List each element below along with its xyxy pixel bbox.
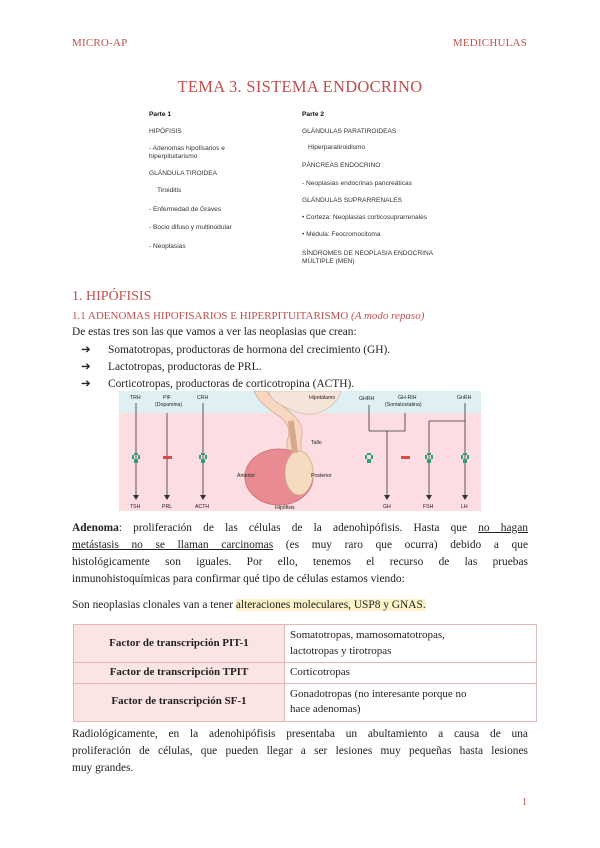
- toc-part2-title: Parte 2: [302, 111, 324, 118]
- value-line: Gonadotropas (no interesante porque no: [290, 687, 467, 700]
- label-tsh: TSH: [130, 504, 141, 510]
- label-gh: GH: [383, 504, 391, 510]
- page-number: 1: [522, 797, 527, 808]
- bullet-text: Somatotropas, productoras de hormona del crecimiento (GH).: [108, 344, 391, 356]
- arrow-icon: ➔: [81, 344, 91, 356]
- paragraph-line: [72, 520, 528, 537]
- toc-item: MÚLTIPLE (MEN): [302, 258, 355, 265]
- toc-item: HIPÓFISIS: [149, 128, 182, 135]
- paragraph-line: Radiológicamente, en la adenohipófisis presentaba un abultamiento a causa de una: [72, 728, 528, 740]
- label-dopamine: (Dopamina): [155, 402, 183, 408]
- paragraph-line: muy grandes.: [72, 762, 134, 774]
- toc-item: Hiperparatiroidismo: [308, 144, 366, 151]
- toc-item: PÁNCREAS ENDOCRINO: [302, 162, 381, 169]
- toc-part1: [149, 111, 289, 261]
- arrow-icon: ➔: [81, 378, 91, 390]
- underlined-text: metástasis no se llaman carcinomas: [72, 539, 274, 551]
- page-title: TEMA 3. SISTEMA ENDOCRINO: [177, 77, 423, 96]
- paragraph-line: inmunohistoquímicas para confirmar qué tipo de células estamos viendo:: [72, 573, 405, 585]
- toc-item: - Enfermedad de Graves: [149, 206, 222, 213]
- section-heading: 1. HIPÓFISIS: [72, 289, 152, 304]
- table-row: [74, 625, 537, 663]
- label-somatostatin: (Somatostatina): [385, 402, 422, 408]
- toc-item-text: Médula: Feocromocitoma: [306, 231, 381, 238]
- label-ghrh: GHRH: [359, 396, 375, 402]
- factor-cell: Factor de transcripción PIT-1: [74, 625, 285, 663]
- text-span: Son neoplasias clonales van a tener: [72, 599, 236, 611]
- toc-item: - Bocio difuso y multinodular: [149, 224, 232, 231]
- subsection-heading: [72, 310, 424, 322]
- label-crh: CRH: [197, 395, 209, 401]
- toc-item: • Médula: Feocromocitoma: [302, 231, 381, 238]
- intro-text: De estas tres son las que vamos a ver las neoplasias que crean:: [72, 326, 357, 338]
- paragraph-line: [72, 537, 528, 554]
- subsection-note: (A modo repaso): [351, 310, 425, 322]
- table-row: [74, 683, 537, 721]
- toc-item: - Neoplasias endocrinas pancreáticas: [302, 180, 412, 187]
- subsection-title: 1.1 ADENOMAS HIPOFISARIOS E HIPERPITUITARISMO: [72, 310, 349, 322]
- value-line: hace adenomas): [290, 703, 361, 715]
- table-row: [74, 663, 537, 684]
- stalk-core: [291, 421, 295, 453]
- text-span: : proliferación de las células de la adenohipófisis. Hasta que: [118, 522, 479, 534]
- paragraph-line: histológicamente son iguales. Por ello, tenemos el recurso de las pruebas: [72, 556, 528, 568]
- toc-item: hiperpituitarismo: [149, 153, 198, 160]
- paragraph-molecular: [72, 597, 528, 614]
- arrow-icon: ➔: [81, 361, 91, 373]
- toc-item: GLÁNDULAS PARATIROIDEAS: [302, 128, 397, 135]
- value-cell: Corticotropas: [285, 663, 537, 684]
- transcription-factor-table: [73, 624, 537, 722]
- minus-icon: [401, 456, 410, 459]
- label-lh: LH: [461, 504, 468, 510]
- label-pif: PIF: [163, 395, 172, 401]
- underlined-text: no hagan: [478, 522, 528, 534]
- text-span: (es muy raro que ocurra) debido a que: [273, 539, 528, 551]
- label-pituitary: Hipófisis: [275, 505, 295, 511]
- paragraph-line: proliferación de células, que pueden llegar a ser lesiones muy pequeñas hasta lesiones: [72, 745, 528, 757]
- toc-item-text: Corteza: Neoplasias corticosuprarrenales: [306, 214, 428, 221]
- bullet-item: [81, 359, 261, 376]
- label-anterior: Anterior: [237, 473, 256, 479]
- toc-item: - Adenomas hipofisarios e: [149, 145, 225, 152]
- toc-item: Tiroiditis: [157, 187, 182, 194]
- value-cell: [285, 625, 537, 663]
- label-gnrh: GnRH: [457, 395, 472, 401]
- bullet-text: Corticotropas, productoras de corticotropina (ACTH).: [108, 378, 355, 390]
- toc-item: SÍNDROMES DE NEOPLASIA ENDOCRINA: [302, 250, 434, 257]
- minus-icon: [163, 456, 172, 459]
- toc-part1-title: Parte 1: [149, 111, 171, 118]
- highlighted-text: alteraciones moleculares, USP8 y GNAS.: [235, 599, 426, 611]
- value-line: lactotropas y tirotropas: [290, 644, 392, 657]
- toc-part2: [302, 111, 462, 271]
- posterior-lobe-shape: [285, 451, 313, 495]
- header-left: MICRO-AP: [72, 37, 128, 49]
- pituitary-diagram: [119, 391, 481, 511]
- label-ghrih: GH-RIH: [398, 395, 417, 401]
- label-stalk: Tallo: [311, 440, 322, 446]
- label-trh: TRH: [130, 395, 141, 401]
- value-cell: [285, 683, 537, 721]
- value-line: Somatotropas, mamosomatotropas,: [290, 629, 445, 641]
- toc-item: GLÁNDULAS SUPRARRENALES: [302, 197, 403, 204]
- factor-cell: Factor de transcripción SF-1: [74, 683, 285, 721]
- term-adenoma: Adenoma: [72, 522, 119, 534]
- label-hypothalamus: Hipotálamo: [309, 395, 336, 401]
- bullet-item: [81, 342, 390, 359]
- toc-item: - Neoplasias: [149, 243, 186, 250]
- label-prl: PRL: [162, 504, 173, 510]
- toc-item: • Corteza: Neoplasias corticosuprarrenales: [302, 214, 428, 221]
- label-fsh: FSH: [423, 504, 434, 510]
- label-acth: ACTH: [195, 504, 210, 510]
- bullet-text: Lactotropas, productoras de PRL.: [108, 361, 262, 373]
- label-posterior: Posterior: [311, 473, 332, 479]
- header-right: MEDICHULAS: [452, 37, 527, 49]
- factor-cell: Factor de transcripción TPIT: [74, 663, 285, 684]
- toc-item: GLÁNDULA TIROIDEA: [149, 170, 218, 177]
